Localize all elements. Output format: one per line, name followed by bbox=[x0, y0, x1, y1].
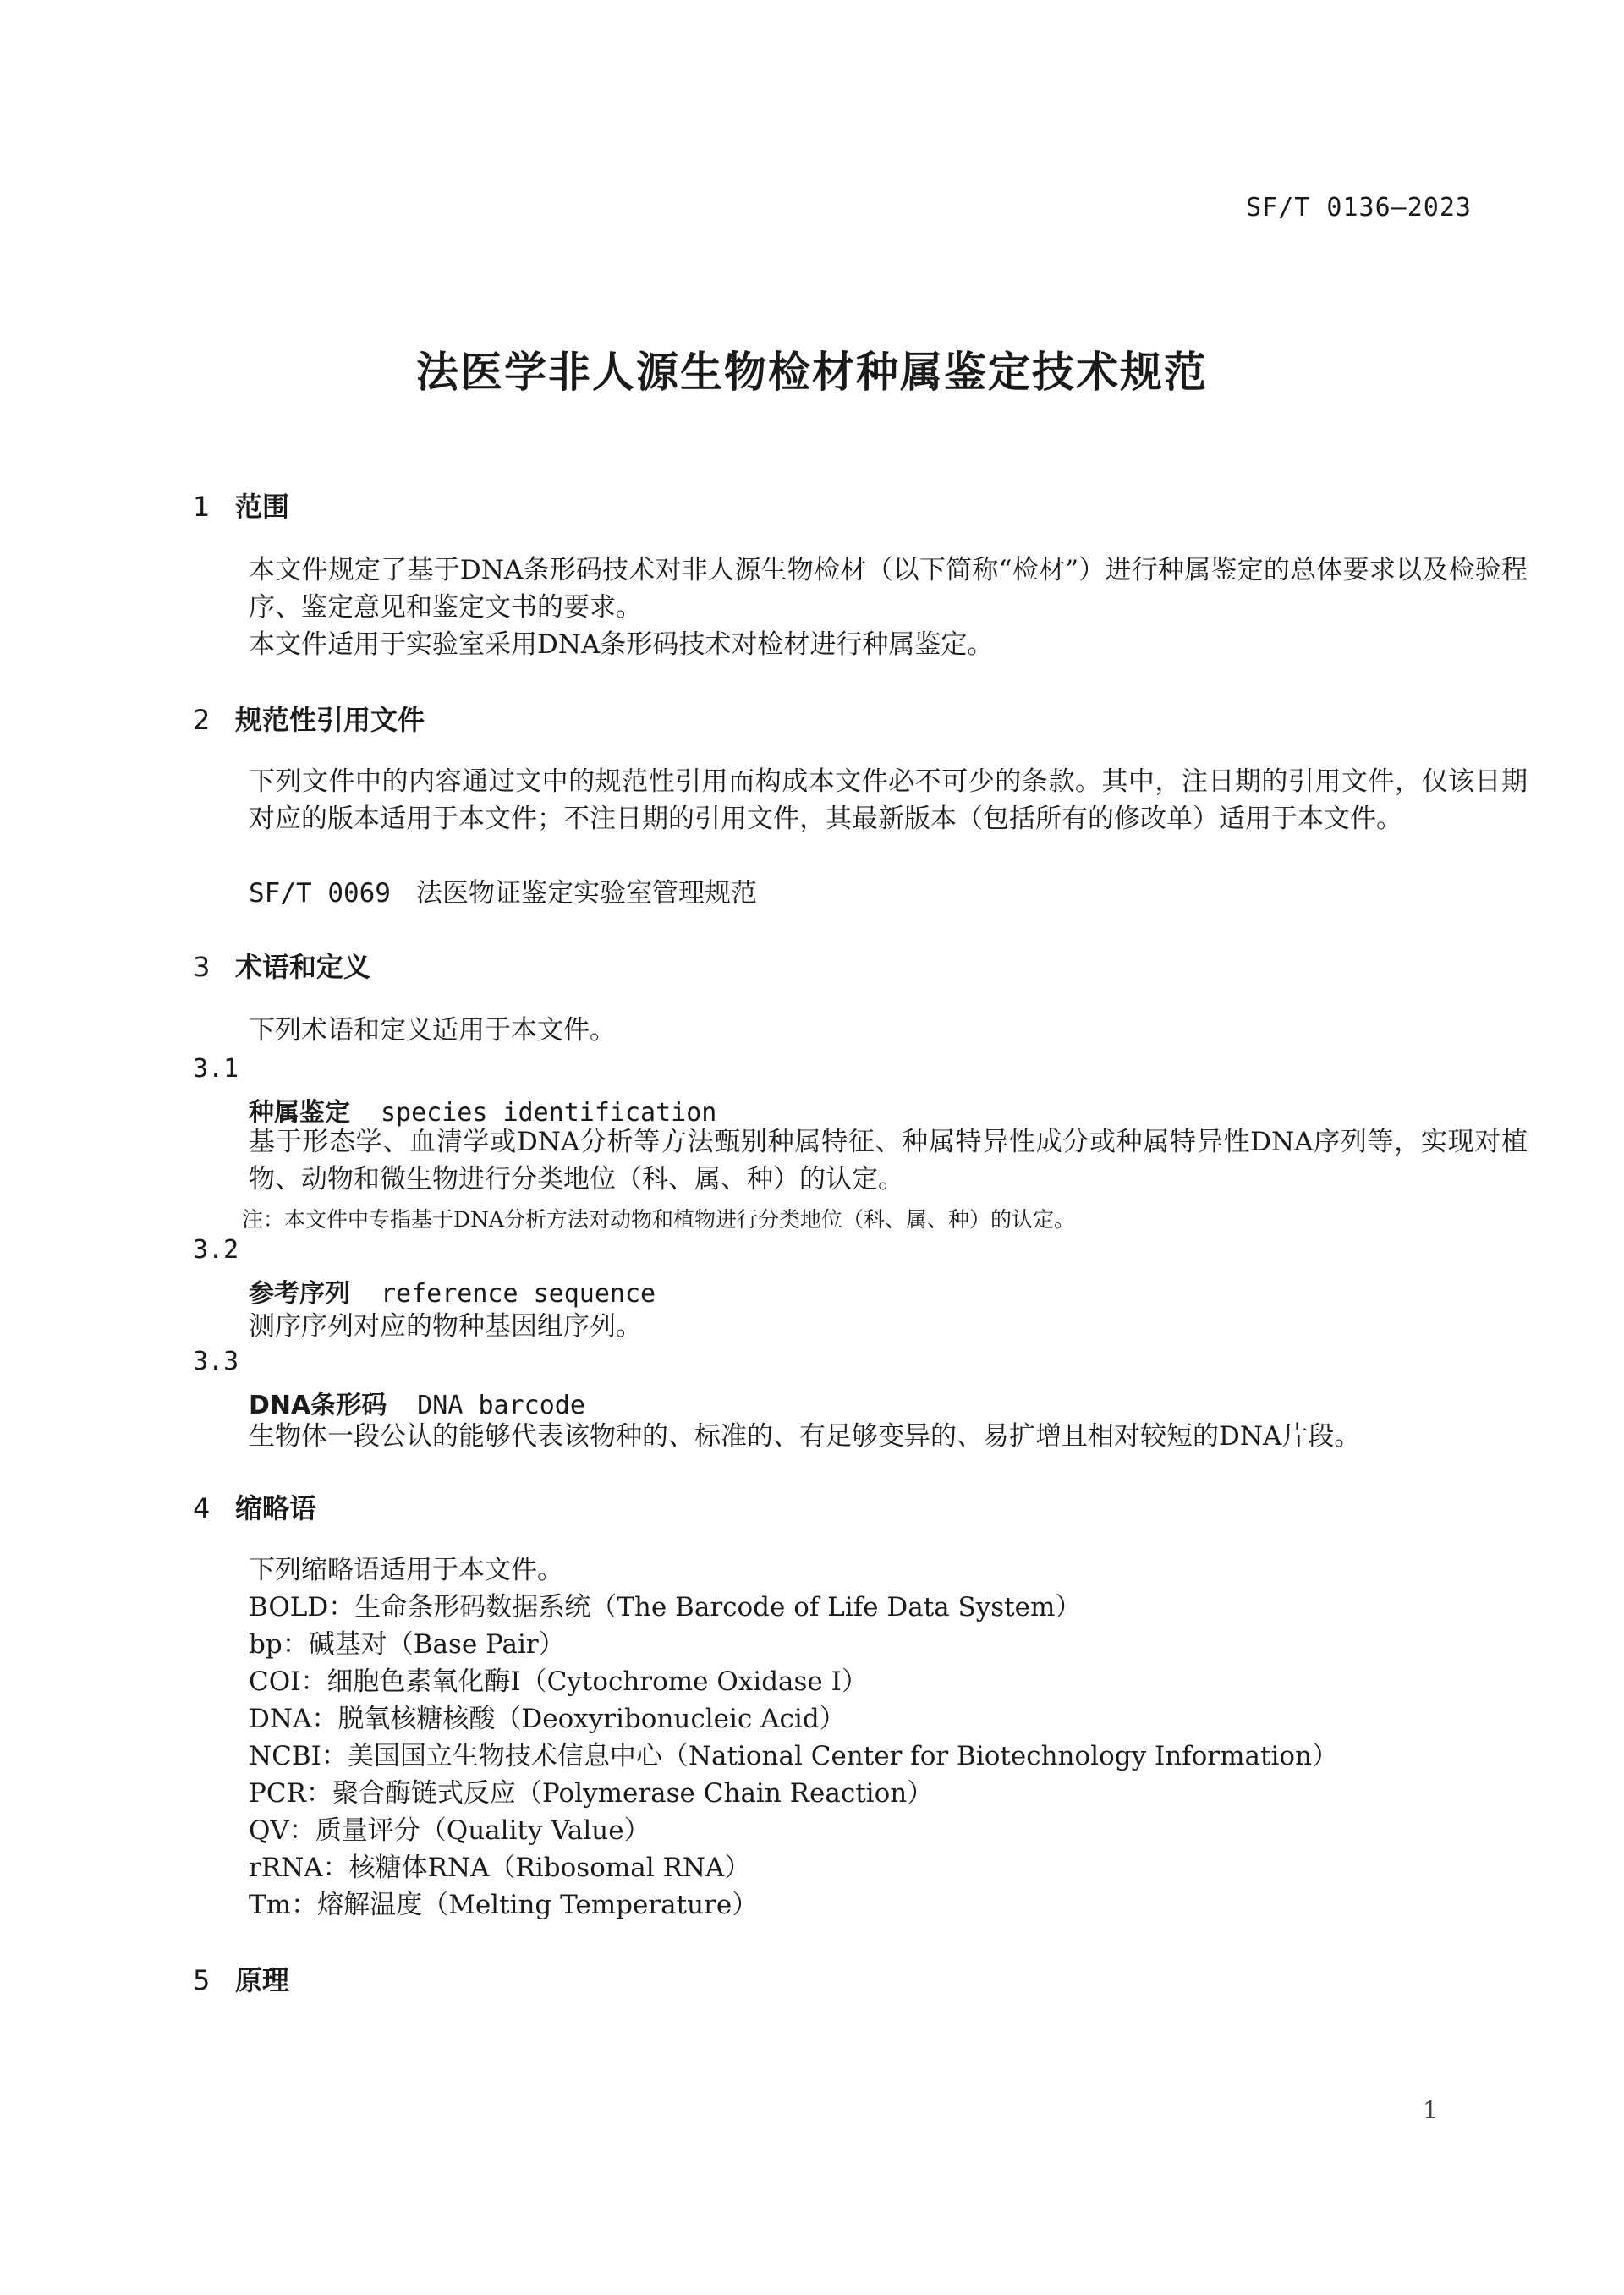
document-title: 法医学非人源生物检材种属鉴定技术规范 bbox=[416, 348, 1208, 397]
abbreviation-item: rRNA：核糖体RNA（Ribosomal RNA） bbox=[249, 1853, 751, 1883]
section-2-heading bbox=[193, 699, 425, 738]
abbreviation-item: QV：质量评分（Quality Value） bbox=[249, 1815, 650, 1846]
standard-code: SF/T 0136—2023 bbox=[1246, 193, 1472, 222]
abbreviation-item: BOLD：生命条形码数据系统（The Barcode of Life Data System） bbox=[249, 1592, 1082, 1622]
reference-title: 法医物证鉴定实验室管理规范 bbox=[415, 878, 757, 909]
term-definition: 测序序列对应的物种基因组序列。 bbox=[249, 1311, 642, 1342]
term-chinese: 参考序列 bbox=[249, 1279, 350, 1309]
abbreviation-item: bp：碱基对（Base Pair） bbox=[249, 1629, 565, 1660]
page-number: 1 bbox=[1423, 2096, 1438, 2124]
section-title: 规范性引用文件 bbox=[235, 704, 425, 736]
abbreviation-item: Tm：熔解温度（Melting Temperature） bbox=[249, 1890, 759, 1920]
term-chinese: DNA条形码 bbox=[249, 1391, 387, 1420]
section-1-paragraph-2: 本文件适用于实验室采用DNA条形码技术对检材进行种属鉴定。 bbox=[249, 629, 994, 660]
normative-reference bbox=[249, 875, 757, 912]
section-title: 范围 bbox=[235, 491, 290, 523]
term-english: species identification bbox=[381, 1098, 717, 1128]
section-number: 4 bbox=[193, 1492, 211, 1524]
section-1-heading bbox=[193, 486, 289, 524]
section-5-heading bbox=[193, 1959, 289, 1998]
term-english: DNA barcode bbox=[417, 1391, 585, 1420]
term-definition: 基于形态学、血清学或DNA分析等方法甄别种属特征、种属特异性成分或种属特异性DNA序列等，实现对植物、动物和微生物进行分类地位（科、属、种）的认定。 bbox=[249, 1127, 1528, 1194]
abbreviation-item: NCBI：美国国立生物技术信息中心（National Center for Biotechnology Information） bbox=[249, 1741, 1338, 1771]
section-3-heading bbox=[193, 946, 370, 985]
abbreviation-item: PCR：聚合酶链式反应（Polymerase Chain Reaction） bbox=[249, 1778, 934, 1809]
section-title: 术语和定义 bbox=[235, 951, 371, 983]
section-number: 5 bbox=[193, 1964, 211, 1996]
term-entry bbox=[249, 1272, 656, 1309]
section-number: 2 bbox=[193, 704, 211, 736]
section-number: 1 bbox=[193, 491, 211, 523]
term-note: 注：本文件中专指基于DNA分析方法对动物和植物进行分类地位（科、属、种）的认定。 bbox=[242, 1207, 1075, 1232]
term-number: 3.2 bbox=[193, 1235, 239, 1265]
section-2-paragraph-1: 下列文件中的内容通过文中的规范性引用而构成本文件必不可少的条款。其中，注日期的引用文件，仅该日期对应的版本适用于本文件；不注日期的引用文件，其最新版本（包括所有的修改单）适用于本文件。 bbox=[249, 766, 1528, 834]
reference-code: SF/T 0069 bbox=[249, 878, 391, 909]
section-3-intro: 下列术语和定义适用于本文件。 bbox=[249, 1015, 616, 1046]
abbreviation-item: DNA：脱氧核糖核酸（Deoxyribonucleic Acid） bbox=[249, 1704, 846, 1734]
term-chinese: 种属鉴定 bbox=[249, 1098, 350, 1128]
term-number: 3.1 bbox=[193, 1054, 239, 1084]
section-4-heading bbox=[193, 1487, 316, 1526]
section-1-paragraph-1: 本文件规定了基于DNA条形码技术对非人源生物检材（以下简称“检材”）进行种属鉴定的总体要求以及检验程序、鉴定意见和鉴定文书的要求。 bbox=[249, 555, 1528, 623]
section-4-intro: 下列缩略语适用于本文件。 bbox=[249, 1555, 563, 1585]
section-title: 缩略语 bbox=[235, 1492, 317, 1524]
abbreviation-item: COI：细胞色素氧化酶Ⅰ（Cytochrome Oxidase Ⅰ） bbox=[249, 1666, 868, 1697]
term-number: 3.3 bbox=[193, 1347, 239, 1376]
section-number: 3 bbox=[193, 951, 211, 983]
term-english: reference sequence bbox=[381, 1279, 656, 1309]
term-definition: 生物体一段公认的能够代表该物种的、标准的、有足够变异的、易扩增且相对较短的DNA片段。 bbox=[249, 1421, 1361, 1452]
term-entry bbox=[249, 1384, 585, 1421]
section-title: 原理 bbox=[235, 1964, 290, 1996]
